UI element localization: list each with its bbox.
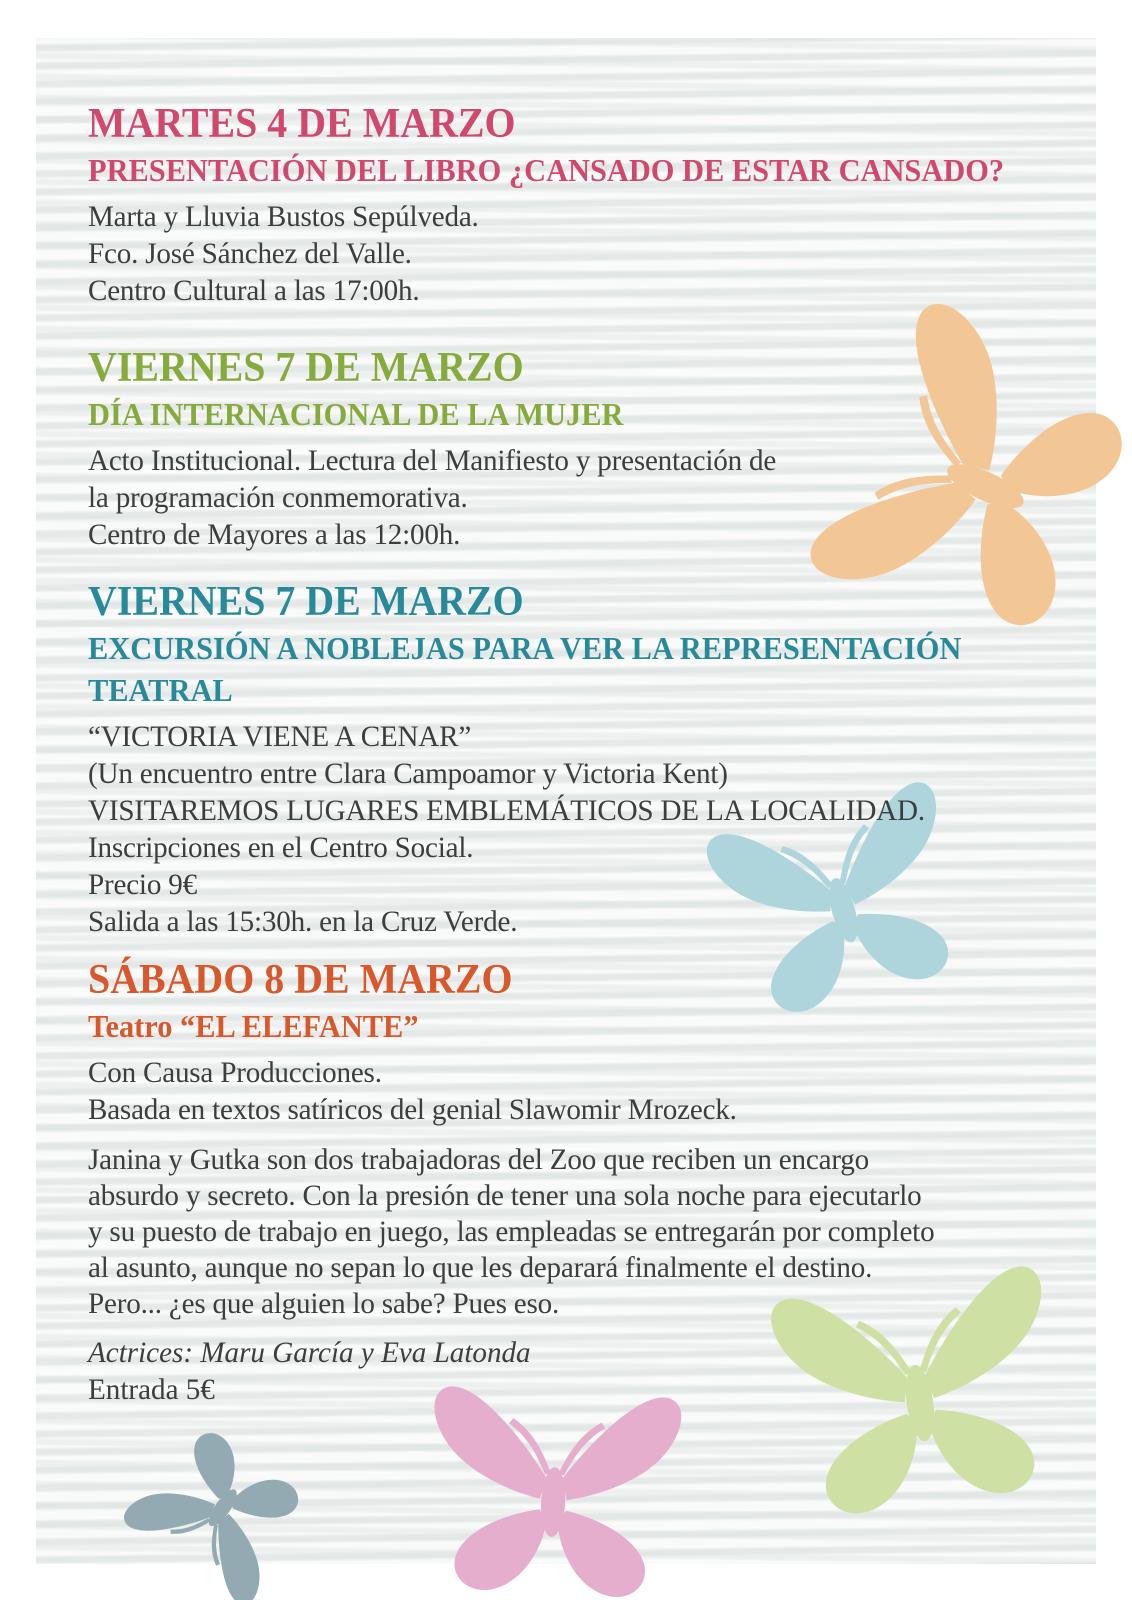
section-title: VIERNES 7 DE MARZO: [88, 579, 524, 625]
event-line: Fco. José Sánchez del Valle.: [88, 237, 412, 270]
event-line: Salida a las 15:30h. en la Cruz Verde.: [88, 905, 518, 938]
section-title: MARTES 4 DE MARZO: [88, 101, 516, 147]
section-sabado-8-marzo: [88, 956, 1100, 1409]
event-line: la programación conmemorativa.: [88, 481, 468, 514]
section-martes-4-marzo: [88, 100, 1100, 309]
event-line: Centro Cultural a las 17:00h.: [88, 274, 420, 307]
ticket-price-line: Entrada 5€: [88, 1373, 215, 1406]
section-title: SÁBADO 8 DE MARZO: [88, 957, 513, 1003]
event-line: Precio 9€: [88, 868, 197, 901]
section-details: [88, 1054, 1100, 1128]
event-line: (Un encuentro entre Clara Campoamor y Victoria Kent): [88, 757, 728, 790]
section-subtitle: EXCURSIÓN A NOBLEJAS PARA VER LA REPRESENTACIÓN: [88, 630, 962, 666]
section-subtitle: DÍA INTERNACIONAL DE LA MUJER: [88, 396, 624, 432]
section-viernes-7-excursion: [88, 578, 1100, 940]
synopsis-line: y su puesto de trabajo en juego, las empleadas se entregarán por completo: [88, 1215, 935, 1248]
section-title: VIERNES 7 DE MARZO: [88, 345, 524, 391]
event-line: Con Causa Producciones.: [88, 1056, 382, 1089]
section-details: [88, 718, 1100, 940]
synopsis-line: Pero... ¿es que alguien lo sabe? Pues eso.: [88, 1287, 560, 1320]
synopsis-paragraph: [88, 1142, 1100, 1322]
section-details: [88, 198, 1100, 309]
actresses-credit-line: Actrices: Maru García y Eva Latonda: [88, 1336, 531, 1369]
synopsis-line: al asunto, aunque no sepan lo que les deparará finalmente el destino.: [88, 1251, 873, 1284]
event-line: Basada en textos satíricos del genial Slawomir Mrozeck.: [88, 1093, 737, 1126]
event-line: Centro de Mayores a las 12:00h.: [88, 518, 461, 551]
event-line: “VICTORIA VIENE A CENAR”: [88, 720, 472, 753]
event-line: Marta y Lluvia Bustos Sepúlveda.: [88, 200, 479, 233]
section-subtitle: TEATRAL: [88, 672, 233, 708]
section-subtitle: Teatro “EL ELEFANTE”: [88, 1008, 419, 1044]
synopsis-line: Janina y Gutka son dos trabajadoras del Zoo que reciben un encargo: [88, 1143, 870, 1176]
event-line: Acto Institucional. Lectura del Manifiesto y presentación de: [88, 444, 777, 477]
section-details: [88, 442, 1100, 553]
synopsis-line: absurdo y secreto. Con la presión de tener una sola noche para ejecutarlo: [88, 1179, 922, 1212]
section-subtitle: PRESENTACIÓN DEL LIBRO ¿CANSADO DE ESTAR CANSADO?: [88, 152, 1005, 188]
event-line: Inscripciones en el Centro Social.: [88, 831, 474, 864]
section-viernes-7-mujer: [88, 344, 1100, 553]
event-line: VISITAREMOS LUGARES EMBLEMÁTICOS DE LA LOCALIDAD.: [88, 794, 925, 827]
